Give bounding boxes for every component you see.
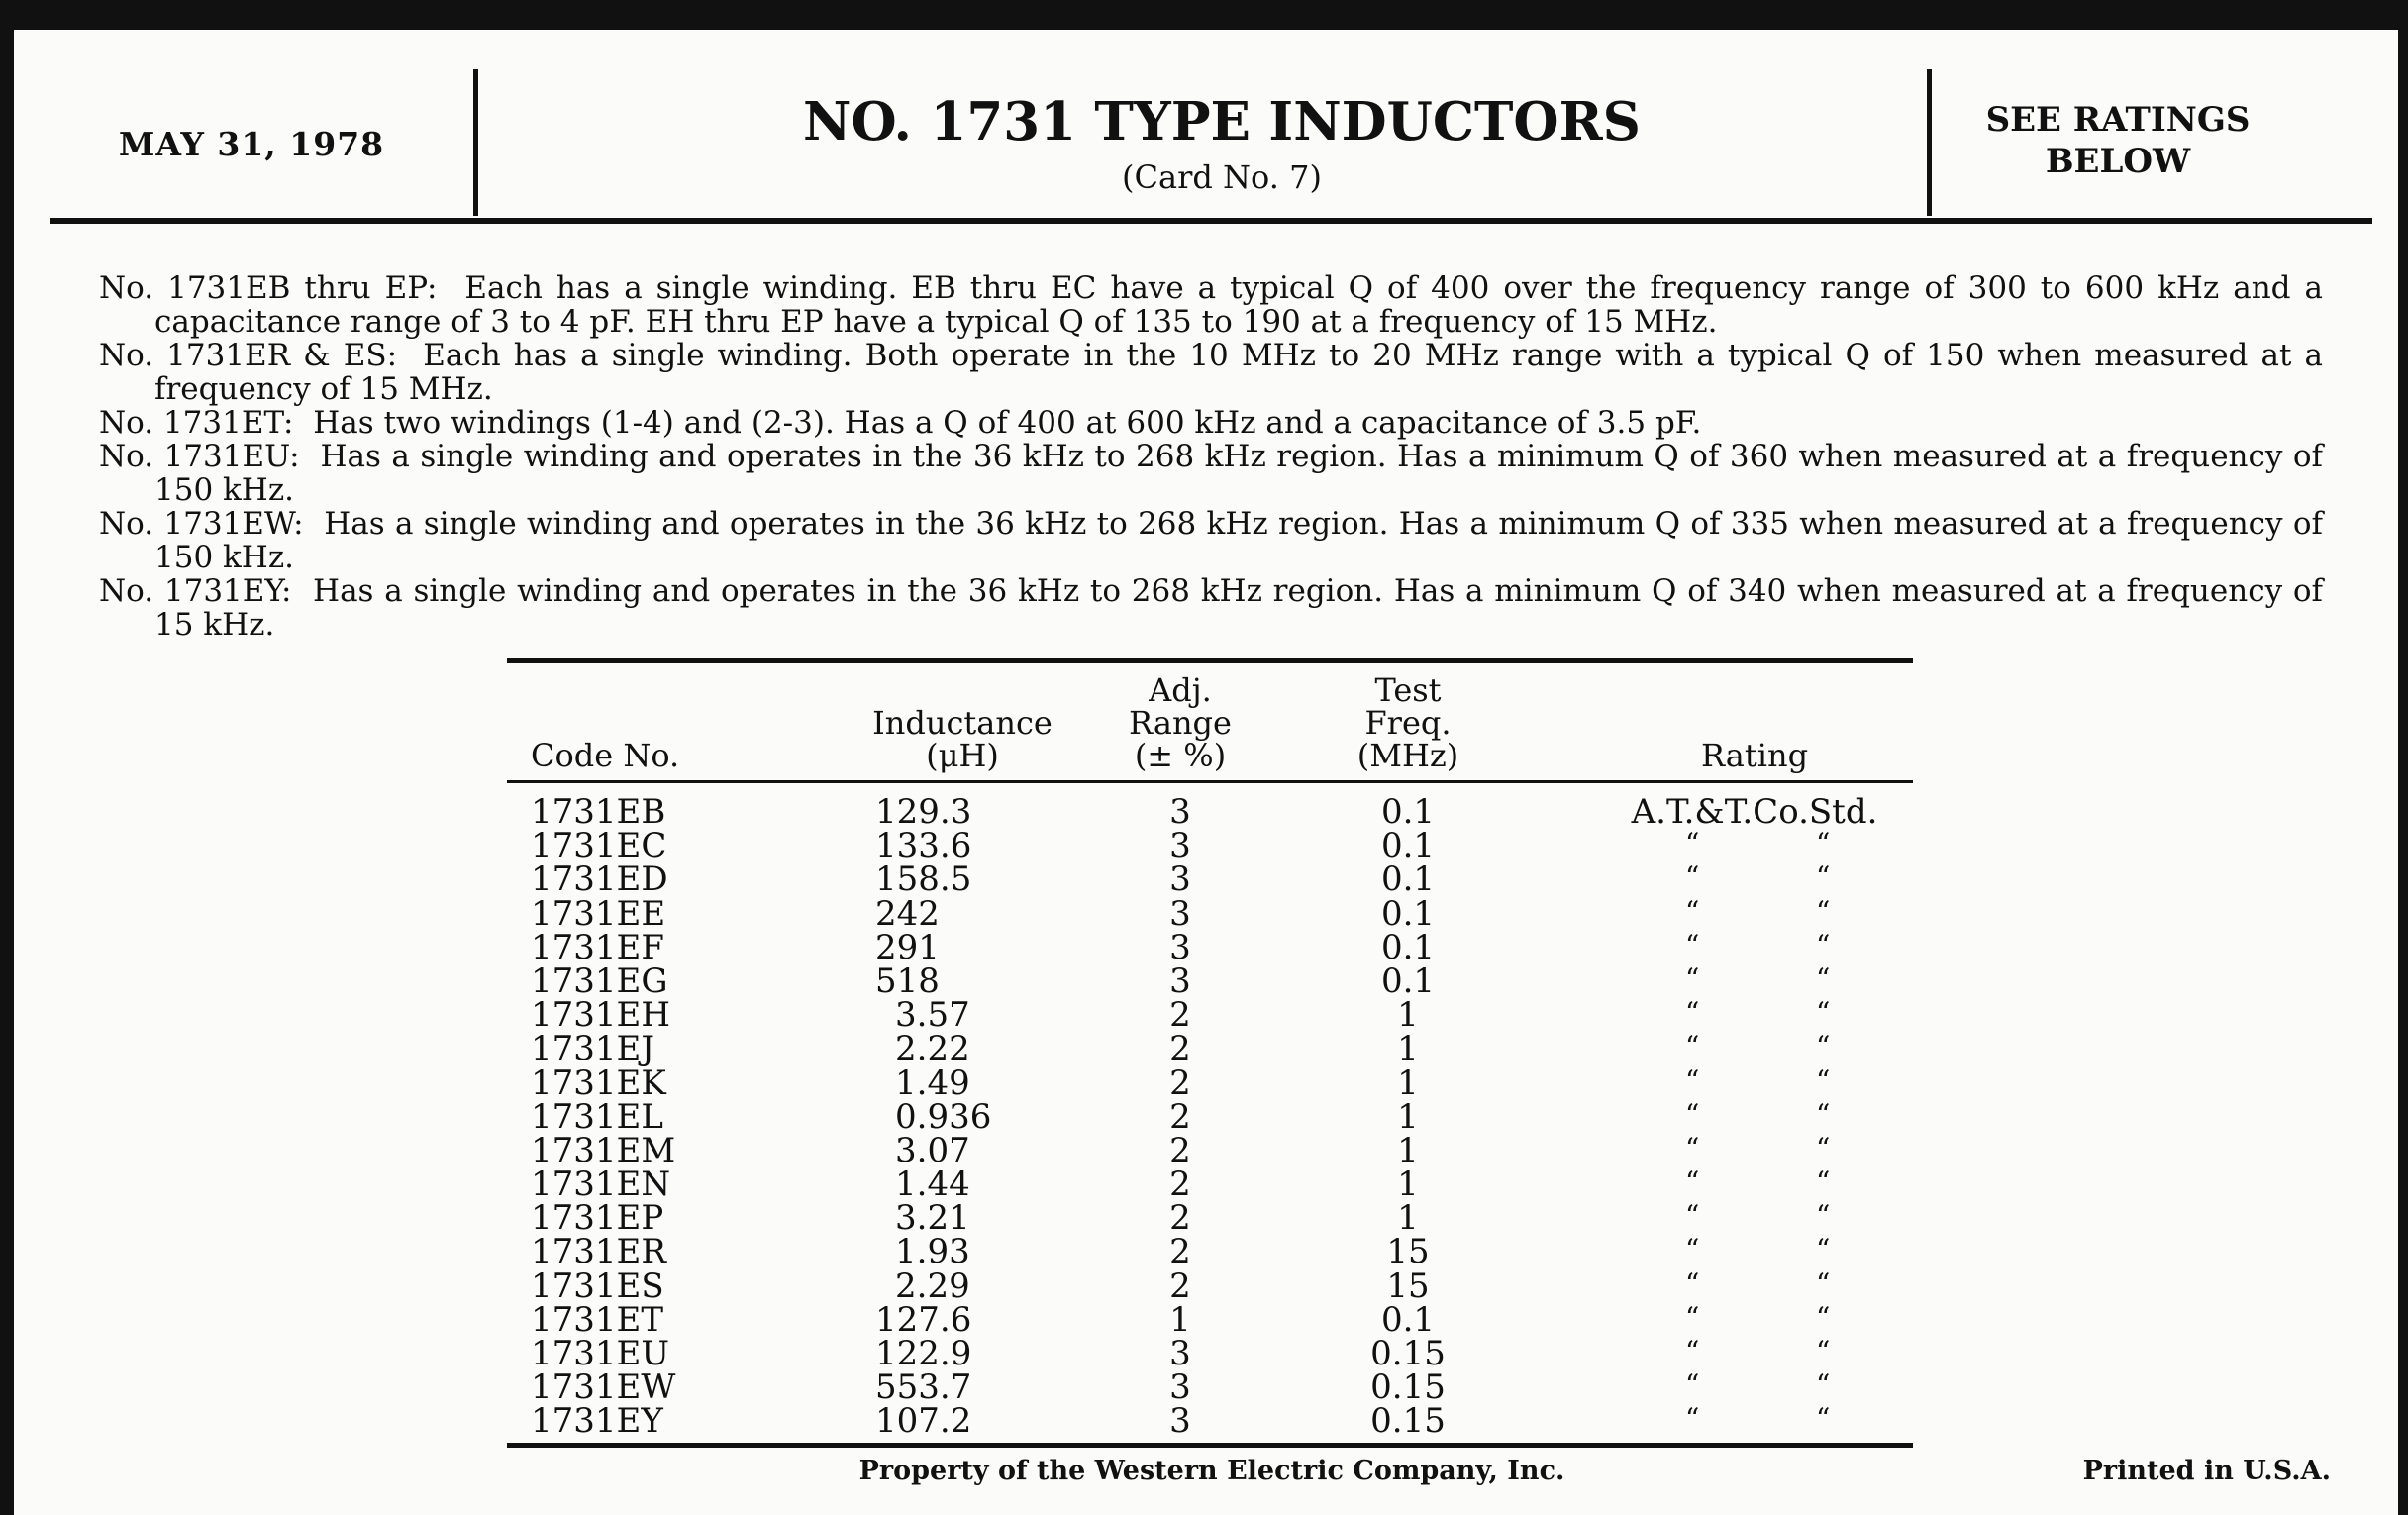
test-freq-cell: 15 xyxy=(1386,1232,1430,1272)
ditto-marks xyxy=(1616,1199,1893,1233)
ditto-mark: “ xyxy=(1816,1030,1831,1063)
inductance-cell: 129.3 xyxy=(875,792,972,832)
printed-notice: Printed in U.S.A. xyxy=(2082,1456,2331,1486)
ditto-mark: “ xyxy=(1816,961,1831,995)
ditto-marks xyxy=(1616,1368,1893,1402)
note-item xyxy=(99,271,2323,339)
code-cell: 1731EU xyxy=(531,1334,670,1373)
data-card xyxy=(14,30,2398,1515)
see-ratings-note xyxy=(1955,99,2281,182)
adj-range-cell: 2 xyxy=(1169,1096,1191,1137)
inductance-cell: 553.7 xyxy=(875,1367,972,1408)
inductance-cell: 1.93 xyxy=(895,1232,970,1272)
code-cell: 1731EE xyxy=(531,893,666,934)
test-freq-cell: 0.15 xyxy=(1370,1401,1446,1442)
note-label: No. 1731EW: xyxy=(99,506,304,542)
ditto-mark: “ xyxy=(1685,1266,1700,1300)
inductor-table xyxy=(507,658,1913,1448)
adj-range-cell: 2 xyxy=(1169,1130,1191,1170)
see-ratings-line-2: BELOW xyxy=(2045,142,2191,181)
code-cell: 1731EM xyxy=(531,1130,676,1170)
table-row xyxy=(507,1130,1913,1170)
code-cell: 1731EP xyxy=(531,1198,664,1239)
col-header-inductance xyxy=(804,704,1121,774)
ditto-mark: “ xyxy=(1685,1131,1700,1164)
test-freq-cell: 1 xyxy=(1397,995,1419,1036)
col-header-test-freq xyxy=(1319,671,1497,774)
ditto-mark: “ xyxy=(1685,1165,1700,1199)
description-notes xyxy=(99,271,2323,642)
card-header xyxy=(14,30,2398,218)
code-cell: 1731EW xyxy=(531,1367,676,1408)
test-freq-cell: 0.15 xyxy=(1370,1367,1446,1408)
card-number: (Card No. 7) xyxy=(1122,158,1322,196)
ditto-marks xyxy=(1616,1335,1893,1368)
code-cell: 1731EK xyxy=(531,1062,666,1103)
col-header-rating: Rating xyxy=(1700,737,1809,774)
table-row xyxy=(507,859,1913,900)
inductance-cell: 107.2 xyxy=(875,1401,972,1442)
note-text: Each has a single winding. Both operate in the 10 MHz to 20 MHz range with a typical Q of 150 when measured at a frequency of 15 MHz. xyxy=(154,338,2323,407)
table-row xyxy=(507,960,1913,1001)
ditto-marks xyxy=(1616,1402,1893,1436)
note-label: No. 1731EU: xyxy=(99,439,300,474)
ditto-mark: “ xyxy=(1685,1030,1700,1063)
test-freq-cell: 15 xyxy=(1386,1265,1430,1306)
page-title: NO. 1731 TYPE INDUCTORS xyxy=(803,91,1641,152)
ditto-mark: “ xyxy=(1816,996,1831,1030)
ditto-mark: “ xyxy=(1816,827,1831,860)
see-ratings-line-1: SEE RATINGS xyxy=(1985,100,2251,140)
ditto-mark: “ xyxy=(1685,961,1700,995)
table-row xyxy=(507,1401,1913,1442)
ditto-mark: “ xyxy=(1816,1300,1831,1334)
inductance-cell: 518 xyxy=(875,960,940,1001)
inductance-cell: 3.57 xyxy=(895,995,970,1036)
adj-range-cell: 3 xyxy=(1169,859,1191,900)
ditto-marks xyxy=(1616,827,1893,860)
inductance-cell: 133.6 xyxy=(875,826,972,866)
inductance-cell: 158.5 xyxy=(875,859,972,900)
adj-range-cell: 1 xyxy=(1169,1299,1191,1340)
ditto-mark: “ xyxy=(1816,1233,1831,1266)
table-bottom-rule xyxy=(507,1443,1913,1448)
ditto-mark: “ xyxy=(1816,894,1831,928)
table-row xyxy=(507,826,1913,866)
test-freq-cell: 0.1 xyxy=(1380,1299,1436,1340)
ditto-marks xyxy=(1616,1098,1893,1132)
ditto-marks xyxy=(1616,1301,1893,1335)
ditto-marks xyxy=(1616,1132,1893,1165)
ditto-mark: “ xyxy=(1685,1199,1700,1233)
table-row xyxy=(507,1198,1913,1239)
ditto-mark: “ xyxy=(1816,1097,1831,1131)
adj-range-cell: 2 xyxy=(1169,1164,1191,1205)
ditto-mark: “ xyxy=(1816,1165,1831,1199)
note-label: No. 1731EY: xyxy=(99,573,292,609)
inductance-cell: 3.21 xyxy=(895,1198,970,1239)
col-header-freq-line-1: Test xyxy=(1374,671,1442,709)
note-text: Has two windings (1-4) and (2-3). Has a Q of 400 at 600 kHz and a capacitance of 3.5 pF. xyxy=(313,405,1702,441)
adj-range-cell: 3 xyxy=(1169,792,1191,832)
ditto-mark: “ xyxy=(1685,928,1700,961)
table-row xyxy=(507,893,1913,934)
ditto-marks xyxy=(1616,1030,1893,1063)
ditto-mark: “ xyxy=(1685,1368,1700,1402)
header-divider-right xyxy=(1927,69,1932,216)
rating-cell: A.T.&T.Co.Std. xyxy=(1631,792,1878,832)
note-label: No. 1731ER & ES: xyxy=(99,338,398,373)
note-item xyxy=(99,440,2323,507)
table-row xyxy=(507,1265,1913,1306)
note-text: Has a single winding and operates in the 36 kHz to 268 kHz region. Has a minimum Q of 335 when measured at a frequency of 150 kHz. xyxy=(154,506,2323,575)
ditto-marks xyxy=(1616,1165,1893,1199)
inductance-cell: 242 xyxy=(875,893,940,934)
ditto-mark: “ xyxy=(1685,894,1700,928)
table-header xyxy=(507,663,1913,780)
col-header-code: Code No. xyxy=(531,737,680,774)
header-divider-left xyxy=(473,69,478,216)
ditto-mark: “ xyxy=(1816,1368,1831,1402)
ditto-mark: “ xyxy=(1685,1402,1700,1436)
adj-range-cell: 2 xyxy=(1169,1232,1191,1272)
ditto-mark: “ xyxy=(1685,996,1700,1030)
inductance-cell: 127.6 xyxy=(875,1299,972,1340)
adj-range-cell: 3 xyxy=(1169,1367,1191,1408)
inductance-cell: 1.49 xyxy=(895,1062,970,1103)
note-item xyxy=(99,406,2323,440)
col-header-inductance-line-2: (μH) xyxy=(926,737,999,774)
test-freq-cell: 0.1 xyxy=(1380,859,1436,900)
ditto-mark: “ xyxy=(1685,827,1700,860)
code-cell: 1731ER xyxy=(531,1232,666,1272)
ditto-marks xyxy=(1616,962,1893,996)
ditto-mark: “ xyxy=(1685,1335,1700,1367)
ditto-mark: “ xyxy=(1685,1097,1700,1131)
note-item xyxy=(99,574,2323,642)
table-row xyxy=(507,1367,1913,1408)
code-cell: 1731ES xyxy=(531,1265,664,1306)
ditto-mark: “ xyxy=(1685,1063,1700,1097)
ditto-mark: “ xyxy=(1816,1063,1831,1097)
test-freq-cell: 0.1 xyxy=(1380,792,1436,832)
adj-range-cell: 3 xyxy=(1169,893,1191,934)
table-body xyxy=(507,783,1913,1443)
note-text: Each has a single winding. EB thru EC have a typical Q of 400 over the frequency range of 300 to 600 kHz and a capacitance range of 3 to 4 pF. EH thru EP have a typical Q of 135 to 190 at a frequency of 15 MHz. xyxy=(154,270,2323,340)
adj-range-cell: 2 xyxy=(1169,1198,1191,1239)
adj-range-cell: 3 xyxy=(1169,1401,1191,1442)
ditto-mark: “ xyxy=(1816,1131,1831,1164)
ditto-marks xyxy=(1616,1233,1893,1266)
ditto-mark: “ xyxy=(1816,1199,1831,1233)
table-row xyxy=(507,1062,1913,1103)
note-text: Has a single winding and operates in the 36 kHz to 268 kHz region. Has a minimum Q of 340 when measured at a frequency of 15 kHz. xyxy=(154,573,2323,643)
test-freq-cell: 1 xyxy=(1397,1164,1419,1205)
adj-range-cell: 2 xyxy=(1169,1029,1191,1069)
table-row xyxy=(507,1232,1913,1272)
ditto-marks xyxy=(1616,1064,1893,1098)
ditto-marks xyxy=(1616,1267,1893,1301)
test-freq-cell: 0.15 xyxy=(1370,1334,1446,1373)
table-row xyxy=(507,1299,1913,1340)
ditto-mark: “ xyxy=(1685,860,1700,894)
col-header-adj-line-1: Adj. xyxy=(1149,671,1212,709)
inductance-cell: 291 xyxy=(875,927,940,967)
ditto-mark: “ xyxy=(1816,1335,1831,1367)
ditto-marks xyxy=(1616,860,1893,894)
code-cell: 1731EY xyxy=(531,1401,663,1442)
note-item xyxy=(99,507,2323,574)
table-row xyxy=(507,1164,1913,1205)
adj-range-cell: 2 xyxy=(1169,1265,1191,1306)
test-freq-cell: 0.1 xyxy=(1380,927,1436,967)
inductance-cell: 1.44 xyxy=(895,1164,970,1205)
table-row xyxy=(507,1096,1913,1137)
ditto-marks xyxy=(1616,996,1893,1030)
note-label: No. 1731ET: xyxy=(99,405,294,441)
code-cell: 1731EN xyxy=(531,1164,671,1205)
property-notice: Property of the Western Electric Company, Inc. xyxy=(858,1456,1565,1486)
ditto-marks xyxy=(1616,895,1893,929)
code-cell: 1731EF xyxy=(531,927,664,967)
note-label: No. 1731EB thru EP: xyxy=(99,270,438,306)
adj-range-cell: 2 xyxy=(1169,1062,1191,1103)
adj-range-cell: 2 xyxy=(1169,995,1191,1036)
col-header-inductance-line-1: Inductance xyxy=(872,704,1053,742)
code-cell: 1731EJ xyxy=(531,1029,654,1069)
test-freq-cell: 1 xyxy=(1397,1198,1419,1239)
code-cell: 1731ET xyxy=(531,1299,664,1340)
inductance-cell: 0.936 xyxy=(895,1096,992,1137)
inductance-cell: 3.07 xyxy=(895,1130,970,1170)
adj-range-cell: 3 xyxy=(1169,1334,1191,1373)
table-row xyxy=(507,995,1913,1036)
adj-range-cell: 3 xyxy=(1169,826,1191,866)
test-freq-cell: 0.1 xyxy=(1380,893,1436,934)
code-cell: 1731ED xyxy=(531,859,668,900)
inductance-cell: 2.22 xyxy=(895,1029,970,1069)
inductance-cell: 2.29 xyxy=(895,1265,970,1306)
note-text: Has a single winding and operates in the 36 kHz to 268 kHz region. Has a minimum Q of 360 when measured at a frequency of 150 kHz. xyxy=(154,439,2323,508)
code-cell: 1731EG xyxy=(531,960,668,1001)
col-header-adj-line-3: (± %) xyxy=(1134,737,1227,774)
ditto-mark: “ xyxy=(1816,928,1831,961)
test-freq-cell: 1 xyxy=(1397,1130,1419,1170)
code-cell: 1731EH xyxy=(531,995,670,1036)
test-freq-cell: 1 xyxy=(1397,1029,1419,1069)
test-freq-cell: 0.1 xyxy=(1380,826,1436,866)
col-header-freq-line-2: Freq. xyxy=(1364,704,1452,742)
test-freq-cell: 1 xyxy=(1397,1062,1419,1103)
ditto-mark: “ xyxy=(1816,1266,1831,1300)
table-row xyxy=(507,1029,1913,1069)
header-rule xyxy=(50,218,2372,224)
adj-range-cell: 3 xyxy=(1169,927,1191,967)
ditto-marks xyxy=(1616,929,1893,962)
ditto-mark: “ xyxy=(1685,1300,1700,1334)
table-row xyxy=(507,1334,1913,1373)
ditto-mark: “ xyxy=(1816,860,1831,894)
note-item xyxy=(99,339,2323,406)
col-header-adj-range xyxy=(1091,671,1269,774)
ditto-mark: “ xyxy=(1816,1402,1831,1436)
card-date: MAY 31, 1978 xyxy=(118,125,385,163)
col-header-adj-line-2: Range xyxy=(1129,704,1232,742)
code-cell: 1731EB xyxy=(531,792,666,832)
test-freq-cell: 1 xyxy=(1397,1096,1419,1137)
table-row xyxy=(507,927,1913,967)
table-row xyxy=(507,792,1913,832)
code-cell: 1731EL xyxy=(531,1096,663,1137)
inductance-cell: 122.9 xyxy=(875,1334,972,1373)
code-cell: 1731EC xyxy=(531,826,667,866)
adj-range-cell: 3 xyxy=(1169,960,1191,1001)
ditto-mark: “ xyxy=(1685,1233,1700,1266)
col-header-freq-line-3: (MHz) xyxy=(1356,737,1459,774)
test-freq-cell: 0.1 xyxy=(1380,960,1436,1001)
